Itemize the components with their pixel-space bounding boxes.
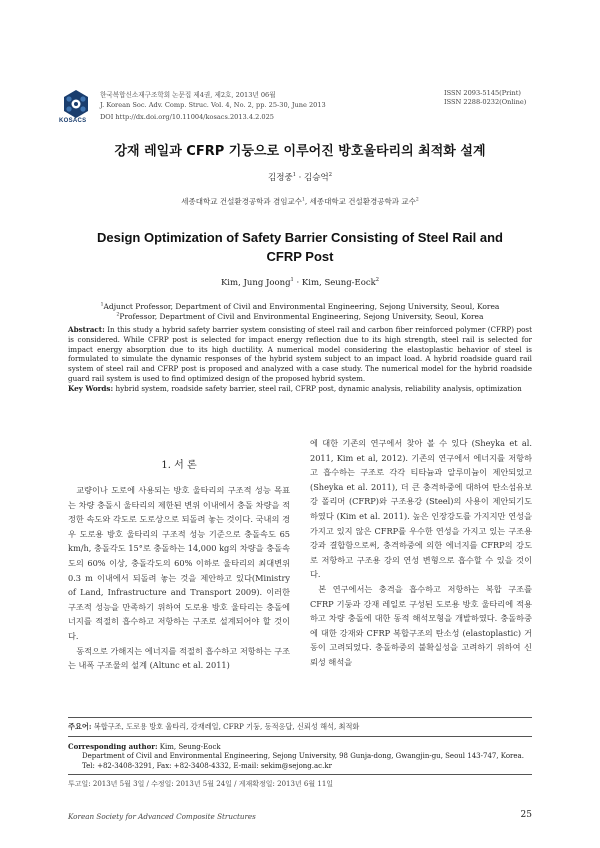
submission-dates: 투고일: 2013년 5월 3일 / 수정일: 2013년 5월 24일 / 게재확정일: 2013년 6월 11일 (68, 780, 334, 788)
author-separator-en: · (293, 278, 302, 288)
corresponding-contact: Tel: +82-3408-3291, Fax: +82-3408-4332, E-mail: sekim@sejong.ac.kr (82, 761, 332, 770)
corresponding-name: Kim, Seung-Eock (159, 743, 221, 751)
corresponding-author-line (68, 742, 524, 752)
section-1-heading: 1. 서 론 (161, 460, 197, 471)
english-title: Design Optimization of Safety Barrier Consisting of Steel Rail and CFRP Post (97, 230, 503, 264)
korean-keywords-label: 주요어: (68, 722, 92, 731)
korean-keywords-text: 복합구조, 도로용 방호 울타리, 강재레일, CFRP 기둥, 동적응답, 신뢰성 해석, 최적화 (93, 722, 360, 731)
keywords-rule (68, 736, 532, 737)
affil-2-ko-mark: 2 (415, 197, 419, 203)
footnote-rule (68, 717, 532, 718)
issn-online: ISSN 2288-0232(Online) (444, 98, 527, 106)
right-column (310, 436, 532, 670)
left-paragraph-1: 교량이나 도로에 사용되는 방호 울타리의 구조적 성능 목표는 차량 충돌시 울타리의 제한된 변위 이내에서 충돌 차량을 적정한 속도와 각도로 도로상으로 되돌려 놓는 것이다. 국내의 경우 도로용 방호 울타리의 구조적 성능 기준으로 충돌속도 65 km/h, 충돌각도 15°로 충돌하는 14,000 kg의 차량을 충돌속도의 60% 이상, 충돌각도의 60% 이하로 울타리의 최대변위 0.3 m 이내에서 되돌려 놓는 것을 제안하고 있다(Ministry of Land, Infrastructure and Transport 2009). 이러한 구조적 성능을 만족하기 위하여 도로용 방호 울타리는 충돌에너지를 적절히 흡수하고 저항하는 구조로 설계되어야 할 것이다. (68, 485, 290, 641)
affil-2-mark: 2 (116, 312, 120, 317)
dates-rule (68, 774, 532, 775)
english-affiliations (0, 302, 600, 321)
author-1-en: Kim, Jung Joong (220, 278, 291, 288)
logo-text: KOSACS (59, 118, 87, 124)
korean-keywords (68, 722, 359, 732)
author-2-ko-mark: 2 (328, 172, 332, 179)
corresponding-author (68, 742, 524, 771)
right-paragraph-1: 에 대한 기존의 연구에서 찾아 볼 수 있다 (Sheyka et al. 2011, Kim et al, 2012). 기존의 연구에서 에너지를 저항하고 흡수하는 구조로 각각 티타늄과 알루미늄이 제안되었고 (Sheyka et al. 2011), 더 큰 충격하중에 대하여 탄소섬유보강 폴리머 (CFRP)와 구조용강 (Steel)의 사용이 제안되기도 하였다 (Kim et al. 2011). 높은 인장강도를 가지지만 연성을 가지고 있지 않은 CFRP를 우수한 연성을 가지고 있는 구조용 강과 결합함으로써, 충격하중에 의한 에너지를 CFRP의 강도로 저항하고 구조용 강의 연성 변형으로 흡수할 수 있을 것이다. (310, 438, 532, 580)
keywords-text: hybrid system, roadside safety barrier, steel rail, CFRP post, dynamic analysis, reliability analysis, optimization (115, 383, 522, 393)
author-separator: · (295, 173, 305, 183)
affiliation-2 (0, 312, 600, 322)
issn-print: ISSN 2093-5145(Print) (444, 89, 521, 97)
english-authors (0, 278, 600, 288)
corresponding-label: Corresponding author: (68, 742, 158, 751)
left-column (68, 483, 290, 673)
affil-2-text: Professor, Department of Civil and Environmental Engineering, Sejong University, Seoul, Korea (119, 311, 484, 321)
affil-separator: , (304, 197, 310, 206)
footer-society: Korean Society for Advanced Composite Structures (68, 812, 256, 821)
affil-1-ko-mark: 1 (301, 197, 305, 203)
affil-1-text: Adjunct Professor, Department of Civil and Environmental Engineering, Sejong University, Seoul, Korea (103, 302, 500, 311)
abstract-label: Abstract: (68, 325, 105, 334)
author-1-en-mark: 1 (290, 277, 294, 284)
author-2-ko: 김승억 (304, 173, 329, 183)
affiliation-1 (0, 302, 600, 312)
korean-title: 강재 레일과 CFRP 기둥으로 이루어진 방호울타리의 최적화 설계 (114, 144, 486, 159)
author-1-ko-mark: 1 (292, 172, 296, 179)
affil-1-mark: 1 (100, 302, 104, 308)
abstract (68, 325, 532, 384)
affil-1-ko: 세종대학교 건설환경공학과 겸임교수 (181, 197, 302, 206)
author-2-en: Kim, Seung-Eock (301, 278, 376, 288)
author-2-en-mark: 2 (375, 277, 380, 284)
korean-affiliation (0, 196, 600, 207)
kosacs-logo (60, 88, 92, 120)
right-paragraph-2: 본 연구에서는 충격을 흡수하고 저항하는 복합 구조를 CFRP 기둥과 강재 레일로 구성된 도로용 방호 울타리에 적용하고 차량 충돌에 대한 동적 해석모형을 개발하였다. 충돌하중에 대한 강재와 CFRP 복합구조의 탄소성 (elastoplastic) 거동이 고려되었다. 충돌하중의 불확실성을 고려하기 위하여 신뢰성 해석을 (310, 583, 532, 667)
korean-authors (0, 171, 600, 183)
doi-link[interactable]: DOI http://dx.doi.org/10.11004/kosacs.2013.4.2.025 (100, 113, 275, 121)
affil-2-ko: 세종대학교 건설환경공학과 교수 (309, 197, 416, 206)
author-1-ko: 김정중 (268, 173, 293, 183)
keywords (68, 384, 532, 394)
journal-citation: J. Korean Soc. Adv. Comp. Struc. Vol. 4, No. 2, pp. 25-30, June 2013 (100, 101, 326, 109)
corresponding-address: Department of Civil and Environmental Engineering, Sejong University, 98 Gunja-dong, Gwangjin-gu, Seoul 143-747, Korea. (82, 752, 524, 761)
page-number: 25 (520, 810, 532, 820)
journal-name-korean: 한국복합신소재구조학회 논문집 제4권, 제2호, 2013년 06월 (100, 91, 276, 99)
keywords-label: Key Words: (68, 383, 114, 393)
abstract-text: In this study a hybrid safety barrier system consisting of steel rail and carbon fiber reinforced polymer (CFRP) post is considered. While CFRP post is selected for impact energy reflection due to its high strength, steel rail is selected for impact energy absorption due to its high ductility. A numerical model considering the elastoplastic behavior of steel is formulated to simulate the dynamic responses of the hybrid system subject to an impact load. A hybrid roadside guard rail system of steel rail and CFRP post is proposed and analyzed with a case study. The numerical model for the hybrid roadside guard rail system is used to find optimized design of the proposed hybrid system. (68, 325, 532, 383)
left-paragraph-2: 동적으로 가해지는 에너지를 적절히 흡수하고 저항하는 구조는 내폭 구조물의 설계 (Altunc et al. 2011) (68, 645, 290, 671)
abstract-block (68, 325, 532, 394)
